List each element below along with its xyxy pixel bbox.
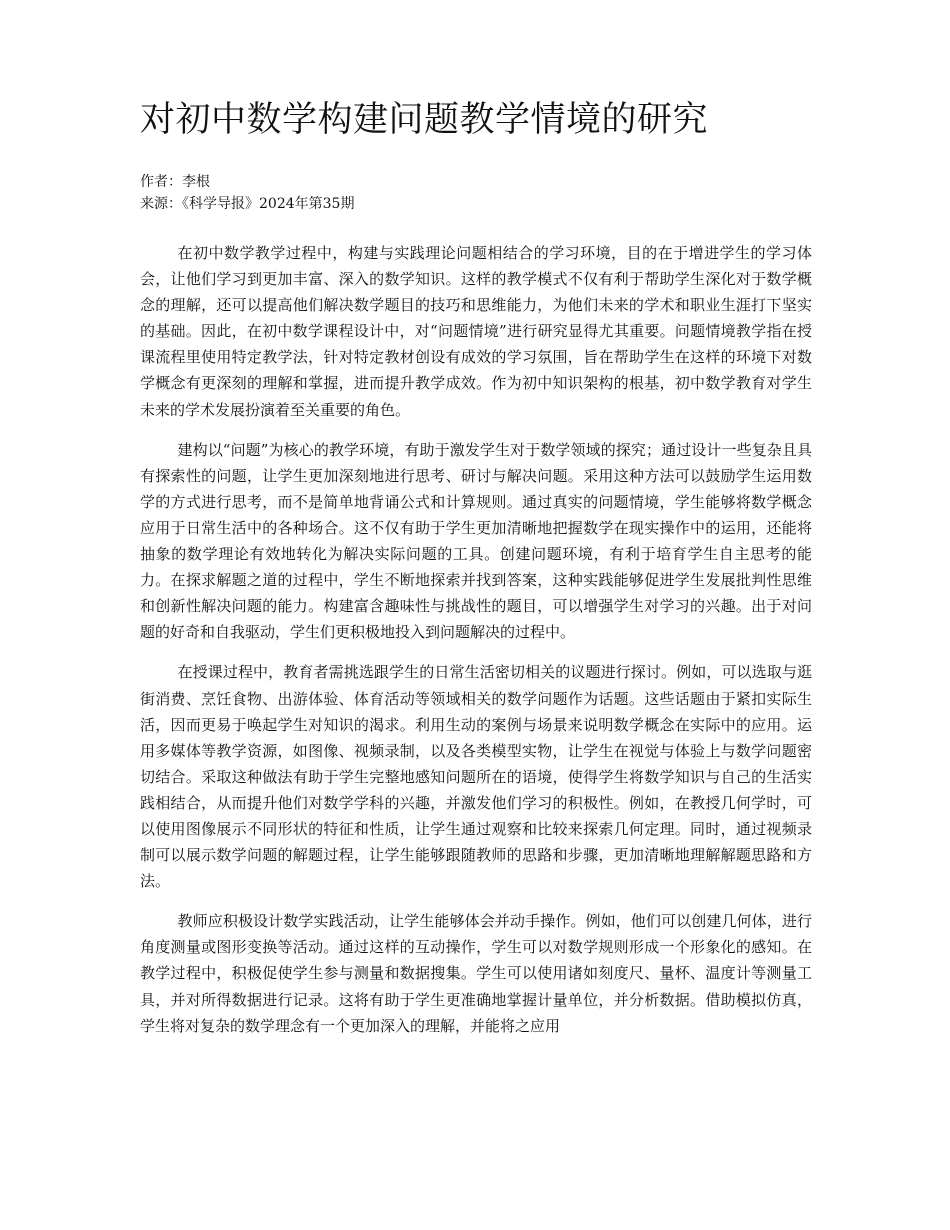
body-paragraph: 教师应积极设计数学实践活动，让学生能够体会并动手操作。例如，他们可以创建几何体，进行角度测量或图形变换等活动。通过这样的互动操作，学生可以对数学规则形成一个形象化的感知。在教学过程中，积极促使学生参与测量和数据搜集。学生可以使用诸如刻度尺、量杯、温度计等测量工具，并对所得数据进行记录。这将有助于学生更准确地掌握计量单位，并分析数据。借助模拟仿真，学生将对复杂的数学理念有一个更加深入的理解，并能将之应用 <box>140 912 812 1035</box>
source-line: 来源：《科学导报》2024年第35期 <box>140 196 355 212</box>
document-body <box>140 240 812 1053</box>
body-paragraph: 建构以“问题”为核心的教学环境，有助于激发学生对于数学领域的探究；通过设计一些复杂且具有探索性的问题，让学生更加深刻地进行思考、研讨与解决问题。采用这种方法可以鼓励学生运用数学的方式进行思考，而不是简单地背诵公式和计算规则。通过真实的问题情境，学生能够将数学概念应用于日常生活中的各种场合。这不仅有助于学生更加清晰地把握数学在现实操作中的运用，还能将抽象的数学理论有效地转化为解决实际问题的工具。创建问题环境，有利于培育学生自主思考的能力。在探求解题之道的过程中，学生不断地探索并找到答案，这种实践能够促进学生发展批判性思维和创新性解决问题的能力。构建富含趣味性与挑战性的题目，可以增强学生对学习的兴趣。出于对问题的好奇和自我驱动，学生们更积极地投入到问题解决的过程中。 <box>140 440 812 642</box>
body-paragraph: 在授课过程中，教育者需挑选跟学生的日常生活密切相关的议题进行探讨。例如，可以选取与逛街消费、烹饪食物、出游体验、体育活动等领域相关的数学问题作为话题。这些话题由于紧扣实际生活，因而更易于唤起学生对知识的渴求。利用生动的案例与场景来说明数学概念在实际中的应用。运用多媒体等教学资源，如图像、视频录制，以及各类模型实物，让学生在视觉与体验上与数学问题密切结合。采取这种做法有助于学生完整地感知问题所在的语境，使得学生将数学知识与自己的生活实践相结合，从而提升他们对数学学科的兴趣，并激发他们学习的积极性。例如，在教授几何学时，可以使用图像展示不同形状的特征和性质，让学生通过观察和比较来探索几何定理。同时，通过视频录制可以展示数学问题的解题过程，让学生能够跟随教师的思路和步骤，更加清晰地理解解题思路和方法。 <box>140 663 812 891</box>
author-line: 作者：李根 <box>140 174 210 190</box>
body-paragraph: 在初中数学教学过程中，构建与实践理论问题相结合的学习环境，目的在于增进学生的学习体会，让他们学习到更加丰富、深入的数学知识。这样的教学模式不仅有利于帮助学生深化对于数学概念的理解，还可以提高他们解决数学题目的技巧和思维能力，为他们未来的学术和职业生涯打下坚实的基础。因此，在初中数学课程设计中，对“问题情境”进行研究显得尤其重要。问题情境教学指在授课流程里使用特定教学法，针对特定教材创设有成效的学习氛围，旨在帮助学生在这样的环境下对数学概念有更深刻的理解和掌握，进而提升教学成效。作为初中知识架构的根基，初中数学教育对学生未来的学术发展扮演着至关重要的角色。 <box>140 244 812 419</box>
document-title: 对初中数学构建问题教学情境的研究 <box>140 100 709 140</box>
document-meta <box>140 171 354 215</box>
